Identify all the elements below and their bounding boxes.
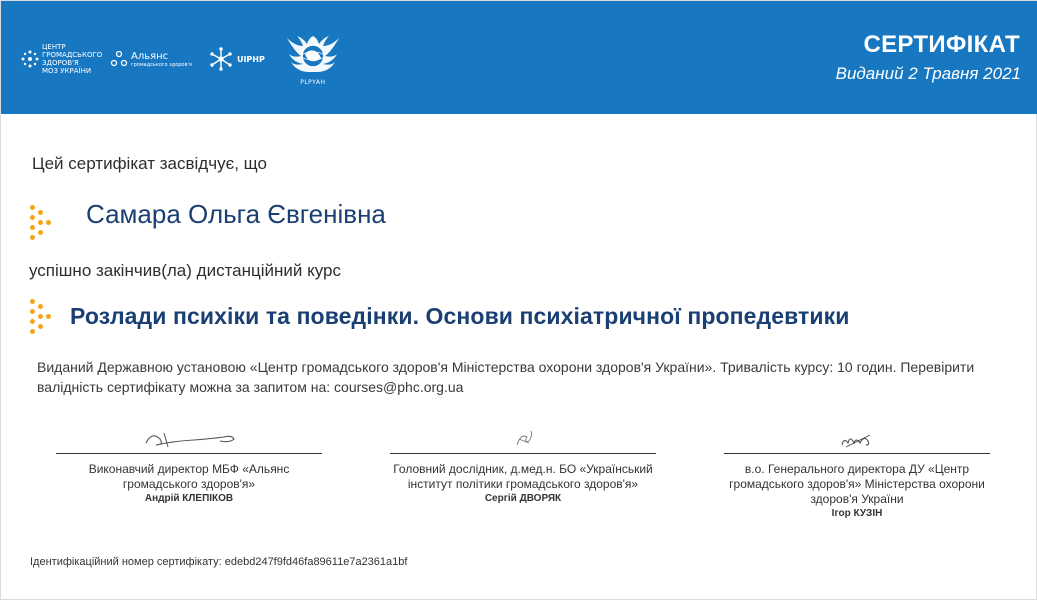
signer-name: Ігор КУЗІН <box>831 508 883 519</box>
signature-line <box>724 453 990 454</box>
signer-role: Головний дослідник, д.мед.н. БО «Український інститут політики громадського здоров'я» <box>393 462 653 491</box>
uiphp-logo-text: UIPHP <box>236 54 265 64</box>
completed-text: успішно закінчив(ла) дистанційний курс <box>29 261 342 280</box>
dots-bullet-icon <box>28 297 54 337</box>
issued-date: Виданий 2 Травня 2021 <box>835 64 1021 83</box>
alliance-logo-subtext: громадського здоров'я <box>131 61 192 68</box>
signer-name: Сергій ДВОРЯК <box>484 493 562 504</box>
uiphp-logo-icon <box>208 46 234 72</box>
certificate-id[interactable]: Ідентифікаційний номер сертифікату: edebd247f9fd46fa89611e7a2361a1bf <box>30 556 408 568</box>
intro-text: Цей сертифікат засвідчує, що <box>32 154 267 173</box>
signer-role: Виконавчий директор МБФ «Альянс громадського здоров'я» <box>88 462 290 491</box>
signature-line <box>56 453 322 454</box>
recipient-name: Самара Ольга Євгенівна <box>86 199 386 229</box>
signer-name: Андрій КЛЕПІКОВ <box>144 493 234 504</box>
certificate-title: СЕРТИФІКАТ <box>863 31 1020 58</box>
alliance-logo-text: Альянс <box>131 50 169 62</box>
emblem-logo-icon <box>283 32 343 78</box>
partner-logos <box>21 29 343 89</box>
signature-block <box>390 419 656 504</box>
signer-role: в.о. Генерального директора ДУ «Центр громадського здоров'я» Міністерства охорони здоров'я України <box>729 462 985 506</box>
uiphp-logo <box>208 46 265 72</box>
signature-image <box>724 419 990 451</box>
emblem-logo-text: PLPYAH <box>300 79 326 86</box>
signature-block <box>724 419 990 519</box>
dots-bullet-icon <box>28 203 54 243</box>
phc-logo-icon <box>21 50 39 68</box>
alliance-logo-icon <box>110 51 128 67</box>
course-description: Виданий Державною установою «Центр громадського здоров'я Міністерства охорони здоров'я України». Тривалість курсу: 10 годин. Перевірити валідність сертифікату можна за запитом на: courses@phc.org.ua <box>37 359 975 395</box>
emblem-logo <box>283 32 343 86</box>
course-title: Розлади психіки та поведінки. Основи психіатричної пропедевтики <box>70 303 850 329</box>
alliance-logo <box>110 51 192 68</box>
signature-line <box>390 453 656 454</box>
phc-logo <box>21 43 103 75</box>
phc-logo-text: ЦЕНТР ГРОМАДСЬКОГО ЗДОРОВ'Я МОЗ УКРАЇНИ <box>42 43 103 75</box>
signature-block <box>56 419 322 504</box>
signature-image <box>56 419 322 451</box>
signature-image <box>390 419 656 451</box>
header-band <box>1 1 1037 114</box>
